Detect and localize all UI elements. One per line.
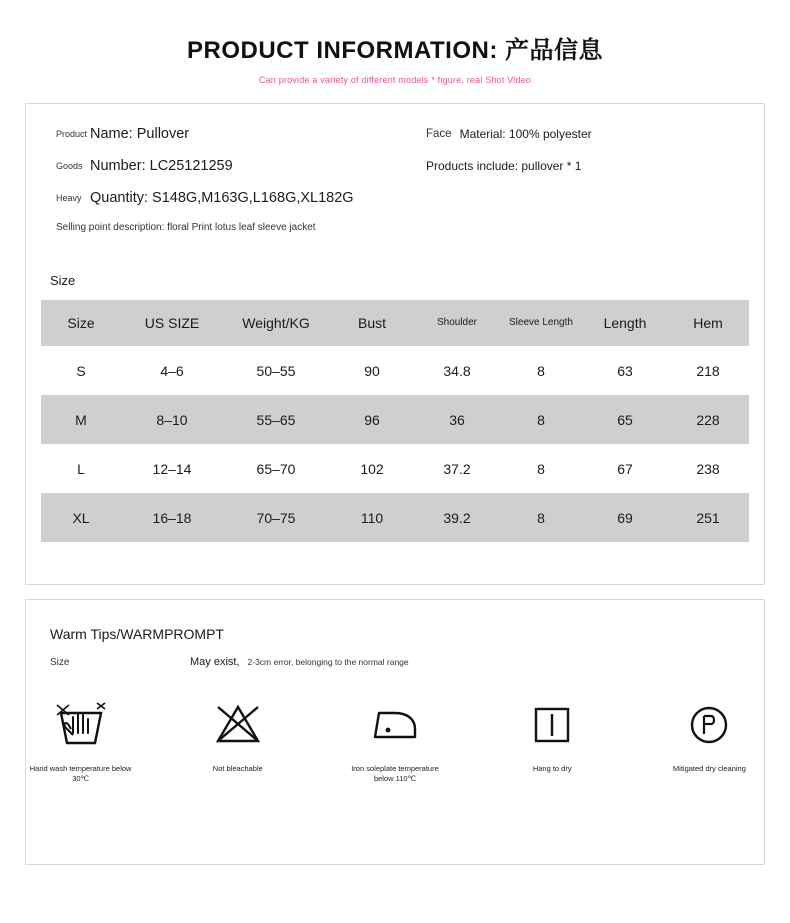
info-row — [56, 126, 734, 142]
product-details-panel — [25, 103, 765, 585]
cell-hem: 251 — [667, 493, 749, 542]
cell-shoulder: 36 — [415, 395, 499, 444]
no-bleach-icon — [183, 692, 292, 754]
iron-icon — [340, 692, 449, 754]
cell-shoulder: 34.8 — [415, 346, 499, 395]
th-sleeve-length: Sleeve Length — [499, 300, 583, 346]
warm-tips-note — [26, 642, 764, 668]
cell-size: XL — [41, 493, 121, 542]
quantity-value: Quantity: S148G,M163G,L168G,XL182G — [90, 190, 354, 206]
table-row — [41, 493, 749, 542]
cell-bust: 110 — [329, 493, 415, 542]
th-weight: Weight/KG — [223, 300, 329, 346]
care-item — [183, 692, 292, 784]
size-table-body — [41, 346, 749, 542]
care-caption: Hand wash temperature below 30℃ — [29, 764, 132, 783]
cell-size: S — [41, 346, 121, 395]
care-caption: Mitigated dry cleaning — [672, 764, 746, 773]
info-row — [56, 190, 734, 206]
cell-us-size: 8–10 — [121, 395, 223, 444]
info-row — [56, 158, 734, 174]
care-caption: Hang to dry — [532, 764, 572, 773]
tips-size-label: Size — [50, 657, 70, 668]
tips-may-exist: May exist, — [190, 656, 240, 668]
cell-length: 65 — [583, 395, 667, 444]
table-row — [41, 346, 749, 395]
cell-us-size: 12–14 — [121, 444, 223, 493]
material-value: Material: 100% polyester — [459, 127, 592, 141]
hang-dry-icon — [498, 692, 607, 754]
info-col-right — [426, 127, 592, 141]
th-size: Size — [41, 300, 121, 346]
cell-sleeve: 8 — [499, 395, 583, 444]
product-number-value: Number: LC25121259 — [90, 158, 233, 174]
info-col-left — [56, 126, 426, 142]
cell-length: 67 — [583, 444, 667, 493]
th-us-size: US SIZE — [121, 300, 223, 346]
table-header-row — [41, 300, 749, 346]
info-col-right — [426, 159, 581, 173]
size-table-head — [41, 300, 749, 346]
face-tag: Face — [426, 128, 452, 140]
cell-size: M — [41, 395, 121, 444]
cell-sleeve: 8 — [499, 346, 583, 395]
cell-shoulder: 37.2 — [415, 444, 499, 493]
cell-length: 63 — [583, 346, 667, 395]
product-name-value: Name: Pullover — [90, 126, 190, 142]
cell-weight: 50–55 — [223, 346, 329, 395]
care-item — [26, 692, 135, 784]
page-subtitle: Can provide a variety of different models * figure, real Shot Video — [258, 75, 532, 85]
cell-bust: 90 — [329, 346, 415, 395]
cell-size: L — [41, 444, 121, 493]
product-info-block — [26, 104, 764, 247]
goods-tag: Goods — [56, 160, 83, 171]
care-item — [340, 692, 449, 784]
cell-sleeve: 8 — [499, 493, 583, 542]
cell-hem: 218 — [667, 346, 749, 395]
product-tag: Product — [56, 128, 88, 139]
care-caption: Not bleachable — [212, 764, 263, 773]
tips-error-note: 2-3cm error, belonging to the normal range — [247, 657, 409, 667]
hand-wash-icon — [26, 692, 135, 754]
selling-point-text: Selling point description: floral Print lotus leaf sleeve jacket — [56, 222, 316, 233]
cell-weight: 55–65 — [223, 395, 329, 444]
th-bust: Bust — [329, 300, 415, 346]
cell-length: 69 — [583, 493, 667, 542]
warm-tips-title: Warm Tips/WARMPROMPT — [50, 626, 224, 642]
info-col-left — [56, 158, 426, 174]
heavy-tag: Heavy — [56, 192, 82, 203]
info-col-left — [56, 190, 426, 206]
cell-hem: 228 — [667, 395, 749, 444]
table-row — [41, 395, 749, 444]
th-length: Length — [583, 300, 667, 346]
cell-weight: 70–75 — [223, 493, 329, 542]
cell-bust: 102 — [329, 444, 415, 493]
warm-tips-panel — [25, 599, 765, 865]
cell-hem: 238 — [667, 444, 749, 493]
dry-clean-icon — [655, 692, 764, 754]
cell-sleeve: 8 — [499, 444, 583, 493]
th-hem: Hem — [667, 300, 749, 346]
page-title: PRODUCT INFORMATION: 产品信息 — [186, 37, 604, 64]
th-shoulder: Shoulder — [415, 300, 499, 346]
cell-us-size: 16–18 — [121, 493, 223, 542]
cell-bust: 96 — [329, 395, 415, 444]
products-include-value: Products include: pullover * 1 — [426, 159, 582, 173]
cell-weight: 65–70 — [223, 444, 329, 493]
care-symbols-row — [26, 692, 764, 784]
size-section-heading: Size — [50, 273, 76, 288]
cell-shoulder: 39.2 — [415, 493, 499, 542]
care-item — [655, 692, 764, 784]
size-table — [41, 300, 749, 542]
care-item — [498, 692, 607, 784]
table-row — [41, 444, 749, 493]
care-caption: Iron soleplate temperature below 110℃ — [351, 764, 439, 783]
cell-us-size: 4–6 — [121, 346, 223, 395]
